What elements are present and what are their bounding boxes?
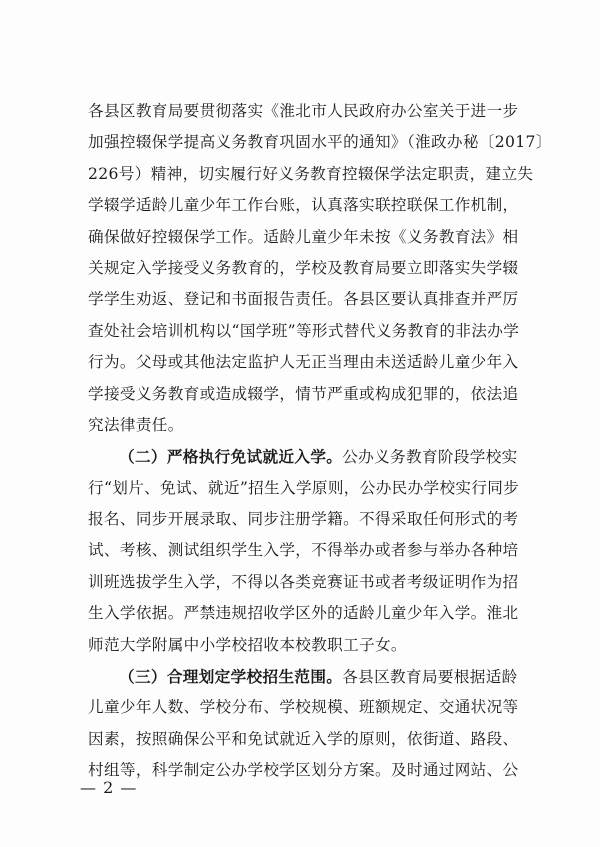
section-2-first-line [88, 441, 524, 472]
text-line: 加强控辍保学提高义务教育巩固水平的通知》（淮政办秘〔2017〕 [88, 133, 552, 152]
text-line: 学学生劝返、登记和书面报告责任。各县区要认真排查并严厉 [88, 290, 519, 309]
text-line: 行“划片、免试、就近”招生入学原则，公办民办学校实行同步 [88, 478, 520, 497]
document-body [88, 96, 552, 787]
text-line: 查处社会培训机构以“国学班”等形式替代义务教育的非法办学 [88, 321, 520, 340]
text-line: 226号）精神，切实履行好义务教育控辍保学法定职责，建立失 [88, 164, 534, 183]
text-line: 各县区教育局要贯彻落实《淮北市人民政府办公室关于进一步 [88, 102, 519, 120]
text-line: 确保做好控辍保学工作。适龄儿童少年未按《义务教育法》相 [88, 227, 519, 246]
text-line: 儿童少年人数、学校分布、学校规模、班额规定、交通状况等 [88, 698, 519, 717]
section-2-first-line-text: 公办义务教育阶段学校实 [342, 448, 518, 467]
text-line: 训班选拔学生入学，不得以各类竞赛证书或者考级证明作为招 [88, 572, 519, 591]
text-line: 学辍学适龄儿童少年工作台账，认真落实联控联保工作机制， [88, 196, 519, 215]
text-line: 试、考核、测试组织学生入学，不得举办或者参与举办各种培 [88, 541, 519, 560]
section-2-heading: （二）严格执行免试就近入学。 [119, 447, 343, 467]
text-line: 报名、同步开展录取、同步注册学籍。不得采取任何形式的考 [88, 510, 519, 529]
text-line: 师范大学附属中小学校招收本校教职工子女。 [88, 635, 407, 654]
section-3-first-line [88, 661, 524, 692]
text-line: 生入学依据。严禁违规招收学区外的适龄儿童少年入学。淮北 [88, 604, 519, 623]
page-number: — 2 — [80, 778, 138, 797]
section-3-heading: （三）合理划定学校招生范围。 [119, 667, 343, 687]
text-line: 学接受义务教育或造成辍学，情节严重或构成犯罪的，依法追 [88, 384, 519, 403]
text-line: 关规定入学接受义务教育的，学校及教育局要立即落实失学辍 [88, 258, 519, 277]
text-line: 村组等，科学制定公办学校学区划分方案。及时通过网站、公 [88, 761, 519, 780]
text-line: 究法律责任。 [88, 415, 184, 434]
section-3-first-line-text: 各县区教育局要根据适龄 [342, 668, 518, 687]
text-line: 因素，按照确保公平和免试就近入学的原则，依街道、路段、 [88, 729, 519, 748]
text-line: 行为。父母或其他法定监护人无正当理由未送适龄儿童少年入 [88, 353, 519, 372]
